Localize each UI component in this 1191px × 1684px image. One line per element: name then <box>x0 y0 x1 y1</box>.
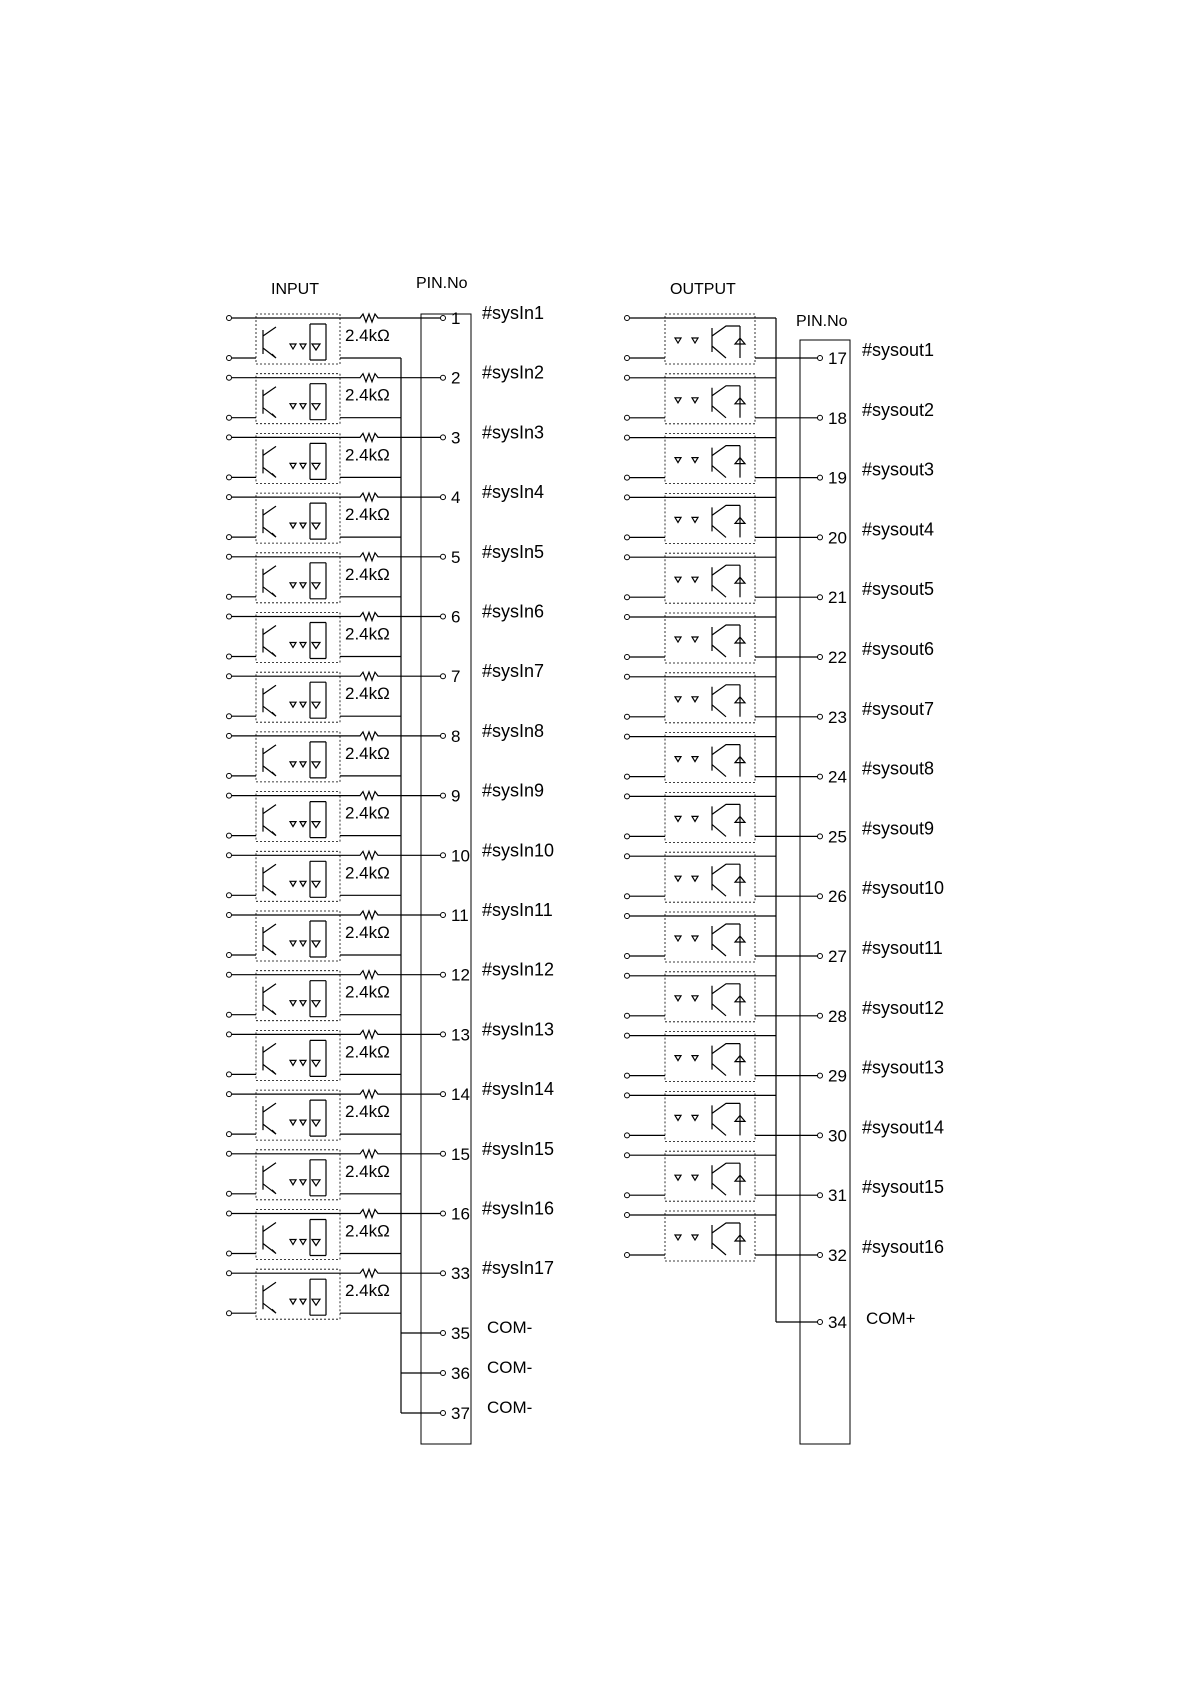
output-terminal[interactable] <box>625 475 630 480</box>
input-terminal[interactable] <box>227 495 232 500</box>
input-terminal[interactable] <box>227 674 232 679</box>
pin-terminal[interactable] <box>818 1133 823 1138</box>
output-terminal[interactable] <box>625 674 630 679</box>
signal-label: #sysout14 <box>862 1117 945 1138</box>
output-terminal[interactable] <box>625 495 630 500</box>
output-terminal[interactable] <box>625 1033 630 1038</box>
input-terminal[interactable] <box>227 1072 232 1077</box>
pin-number: 8 <box>451 726 461 746</box>
pin-terminal[interactable] <box>818 1320 823 1325</box>
pin-terminal[interactable] <box>818 954 823 959</box>
pin-number: 1 <box>451 309 461 328</box>
pin-terminal[interactable] <box>818 655 823 660</box>
pin-terminal[interactable] <box>818 1013 823 1018</box>
signal-label: #sysout8 <box>862 758 935 779</box>
signal-label: COM- <box>487 1358 533 1377</box>
pin-terminal[interactable] <box>441 972 446 977</box>
pin-terminal[interactable] <box>441 793 446 798</box>
output-terminal[interactable] <box>625 1193 630 1198</box>
pin-number: 6 <box>451 607 461 627</box>
signal-label: #sysout11 <box>862 938 943 958</box>
pin-terminal[interactable] <box>441 1032 446 1037</box>
signal-label: #sysIn11 <box>482 900 553 920</box>
resistor-value: 2.4kΩ <box>345 803 390 823</box>
pin-terminal[interactable] <box>441 614 446 619</box>
pin-number: 35 <box>451 1324 470 1343</box>
signal-label: #sysIn6 <box>482 601 545 622</box>
output-terminal[interactable] <box>625 1153 630 1158</box>
pin-number: 28 <box>828 1006 847 1026</box>
input-terminal[interactable] <box>227 415 232 420</box>
output-terminal[interactable] <box>625 973 630 978</box>
pin-number: 7 <box>451 667 461 687</box>
signal-label: #sysIn12 <box>482 959 555 980</box>
pin-number: 18 <box>828 408 847 428</box>
resistor-value: 2.4kΩ <box>345 385 390 405</box>
input-terminal[interactable] <box>227 1251 232 1256</box>
resistor-value: 2.4kΩ <box>345 1161 390 1181</box>
pin-number: 21 <box>828 588 847 608</box>
resistor-value: 2.4kΩ <box>345 326 390 345</box>
output-terminal[interactable] <box>625 1093 630 1098</box>
signal-label: #sysout13 <box>862 1057 945 1078</box>
signal-label: #sysIn7 <box>482 661 545 682</box>
pin-number: 29 <box>828 1066 847 1086</box>
pin-number: 20 <box>828 528 847 548</box>
pin-number: 27 <box>828 947 847 966</box>
output-terminal[interactable] <box>625 774 630 779</box>
pin-number: 10 <box>451 846 470 866</box>
pin-number: 37 <box>451 1404 470 1423</box>
signal-label: #sysout5 <box>862 579 935 600</box>
resistor-value: 2.4kΩ <box>345 445 390 465</box>
pin-terminal[interactable] <box>441 1411 446 1416</box>
input-terminal[interactable] <box>227 1032 232 1037</box>
pin-terminal[interactable] <box>818 834 823 839</box>
pin-number: 17 <box>828 349 847 368</box>
resistor-value: 2.4kΩ <box>345 1102 390 1122</box>
output-terminal[interactable] <box>625 555 630 560</box>
signal-label: #sysout9 <box>862 818 935 839</box>
output-terminal[interactable] <box>625 535 630 540</box>
pin-terminal[interactable] <box>441 733 446 738</box>
resistor-value: 2.4kΩ <box>345 743 390 763</box>
input-terminal[interactable] <box>227 953 232 958</box>
signal-label: #sysout1 <box>862 340 935 360</box>
pin-number: 13 <box>451 1025 470 1045</box>
input-terminal[interactable] <box>227 773 232 778</box>
signal-label: COM+ <box>866 1309 916 1328</box>
output-terminal[interactable] <box>625 655 630 660</box>
signal-label: #sysout3 <box>862 459 935 480</box>
signal-label: COM- <box>487 1398 533 1417</box>
input-terminal[interactable] <box>227 913 232 918</box>
pin-terminal[interactable] <box>441 495 446 500</box>
pin-terminal[interactable] <box>441 1211 446 1216</box>
signal-label: #sysIn9 <box>482 780 545 801</box>
resistor-value: 2.4kΩ <box>345 1042 390 1062</box>
pin-number: 22 <box>828 648 847 667</box>
signal-label: #sysout4 <box>862 519 935 540</box>
signal-label: #sysIn15 <box>482 1138 555 1159</box>
resistor-value: 2.4kΩ <box>345 923 390 942</box>
pin-terminal[interactable] <box>441 435 446 440</box>
output-terminal[interactable] <box>625 356 630 361</box>
output-terminal[interactable] <box>625 615 630 620</box>
input-terminal[interactable] <box>227 435 232 440</box>
output-terminal[interactable] <box>625 595 630 600</box>
pin-number: 16 <box>451 1204 470 1224</box>
signal-label: #sysout15 <box>862 1177 945 1198</box>
output-terminal[interactable] <box>625 316 630 321</box>
output-terminal[interactable] <box>625 794 630 799</box>
input-terminal[interactable] <box>227 356 232 361</box>
input-terminal[interactable] <box>227 733 232 738</box>
pin-number: 3 <box>451 428 461 448</box>
pin-number: 34 <box>828 1313 847 1332</box>
resistor-value: 2.4kΩ <box>345 863 390 883</box>
output-terminal[interactable] <box>625 1253 630 1258</box>
output-terminal[interactable] <box>625 1073 630 1078</box>
pin-number: 33 <box>451 1264 470 1284</box>
output-pin-header: PIN.No <box>796 313 848 330</box>
signal-label: #sysout16 <box>862 1237 945 1257</box>
signal-label: #sysIn13 <box>482 1019 555 1040</box>
resistor-value: 2.4kΩ <box>345 1281 390 1301</box>
pin-number: 15 <box>451 1144 470 1164</box>
pin-terminal[interactable] <box>818 356 823 361</box>
pin-number: 32 <box>828 1246 847 1265</box>
pin-number: 14 <box>451 1085 470 1105</box>
pin-terminal[interactable] <box>441 913 446 918</box>
input-terminal[interactable] <box>227 793 232 798</box>
input-terminal[interactable] <box>227 1311 232 1316</box>
pin-number: 26 <box>828 887 847 907</box>
signal-label: #sysIn3 <box>482 422 545 443</box>
pin-number: 2 <box>451 368 461 388</box>
pin-terminal[interactable] <box>818 894 823 899</box>
input-terminal[interactable] <box>227 1271 232 1276</box>
pin-terminal[interactable] <box>818 1253 823 1258</box>
output-terminal[interactable] <box>625 914 630 919</box>
output-terminal[interactable] <box>625 435 630 440</box>
resistor-value: 2.4kΩ <box>345 1221 390 1241</box>
input-header: INPUT <box>271 281 319 298</box>
pin-number: 24 <box>828 767 847 787</box>
resistor-value: 2.4kΩ <box>345 684 390 704</box>
input-terminal[interactable] <box>227 893 232 898</box>
pin-terminal[interactable] <box>441 1092 446 1097</box>
pin-number: 36 <box>451 1364 470 1383</box>
resistor-value: 2.4kΩ <box>345 505 390 525</box>
signal-label: #sysout6 <box>862 639 935 659</box>
pin-terminal[interactable] <box>441 1371 446 1376</box>
input-terminal[interactable] <box>227 833 232 838</box>
pin-terminal[interactable] <box>818 774 823 779</box>
output-terminal[interactable] <box>625 415 630 420</box>
pin-number: 30 <box>828 1126 847 1146</box>
signal-label: #sysIn4 <box>482 482 545 503</box>
output-terminal[interactable] <box>625 894 630 899</box>
pin-terminal[interactable] <box>818 1073 823 1078</box>
pin-number: 23 <box>828 707 847 727</box>
input-terminal[interactable] <box>227 475 232 480</box>
signal-label: #sysout7 <box>862 698 935 719</box>
input-terminal[interactable] <box>227 375 232 380</box>
pin-terminal[interactable] <box>441 1331 446 1336</box>
output-terminal[interactable] <box>625 854 630 859</box>
signal-label: #sysIn10 <box>482 840 555 861</box>
pin-number: 4 <box>451 488 461 508</box>
input-terminal[interactable] <box>227 614 232 619</box>
pin-terminal[interactable] <box>818 535 823 540</box>
pin-number: 5 <box>451 547 461 567</box>
pin-terminal[interactable] <box>441 1271 446 1276</box>
input-terminal[interactable] <box>227 554 232 559</box>
pin-number: 25 <box>828 827 847 847</box>
resistor-value: 2.4kΩ <box>345 624 390 644</box>
input-terminal[interactable] <box>227 1151 232 1156</box>
pin-terminal[interactable] <box>441 674 446 679</box>
output-header: OUTPUT <box>670 281 736 298</box>
pin-number: 31 <box>828 1186 847 1206</box>
resistor-value: 2.4kΩ <box>345 982 390 1002</box>
signal-label: #sysout10 <box>862 878 945 899</box>
pin-terminal[interactable] <box>818 1193 823 1198</box>
signal-label: #sysIn1 <box>482 303 545 323</box>
output-terminal[interactable] <box>625 954 630 959</box>
output-terminal[interactable] <box>625 834 630 839</box>
input-terminal[interactable] <box>227 1191 232 1196</box>
pin-terminal[interactable] <box>818 714 823 719</box>
input-terminal[interactable] <box>227 535 232 540</box>
pin-terminal[interactable] <box>441 554 446 559</box>
output-terminal[interactable] <box>625 734 630 739</box>
output-terminal[interactable] <box>625 1013 630 1018</box>
resistor-value: 2.4kΩ <box>345 564 390 584</box>
pin-terminal[interactable] <box>441 316 446 321</box>
output-terminal[interactable] <box>625 1213 630 1218</box>
signal-label: #sysIn17 <box>482 1258 555 1279</box>
input-terminal[interactable] <box>227 714 232 719</box>
input-terminal[interactable] <box>227 654 232 659</box>
signal-label: #sysIn16 <box>482 1198 555 1219</box>
input-terminal[interactable] <box>227 1211 232 1216</box>
pin-terminal[interactable] <box>818 415 823 420</box>
output-terminal[interactable] <box>625 1133 630 1138</box>
input-terminal[interactable] <box>227 853 232 858</box>
input-terminal[interactable] <box>227 972 232 977</box>
signal-label: #sysIn5 <box>482 541 545 562</box>
signal-label: #sysIn14 <box>482 1079 555 1100</box>
input-terminal[interactable] <box>227 316 232 321</box>
output-terminal[interactable] <box>625 714 630 719</box>
input-terminal[interactable] <box>227 1132 232 1137</box>
signal-label: #sysIn2 <box>482 362 545 383</box>
pin-terminal[interactable] <box>441 375 446 380</box>
input-terminal[interactable] <box>227 594 232 599</box>
pin-terminal[interactable] <box>441 853 446 858</box>
input-pin-header: PIN.No <box>416 275 468 292</box>
pin-terminal[interactable] <box>441 1151 446 1156</box>
pin-terminal[interactable] <box>818 475 823 480</box>
input-terminal[interactable] <box>227 1092 232 1097</box>
signal-label: COM- <box>487 1318 533 1337</box>
output-terminal[interactable] <box>625 375 630 380</box>
pin-number: 11 <box>451 906 469 925</box>
pin-number: 12 <box>451 965 470 985</box>
signal-label: #sysout2 <box>862 399 935 420</box>
input-terminal[interactable] <box>227 1012 232 1017</box>
pin-number: 9 <box>451 786 461 806</box>
pin-number: 19 <box>828 468 847 488</box>
signal-label: #sysIn8 <box>482 720 545 741</box>
pin-terminal[interactable] <box>818 595 823 600</box>
signal-label: #sysout12 <box>862 997 945 1018</box>
